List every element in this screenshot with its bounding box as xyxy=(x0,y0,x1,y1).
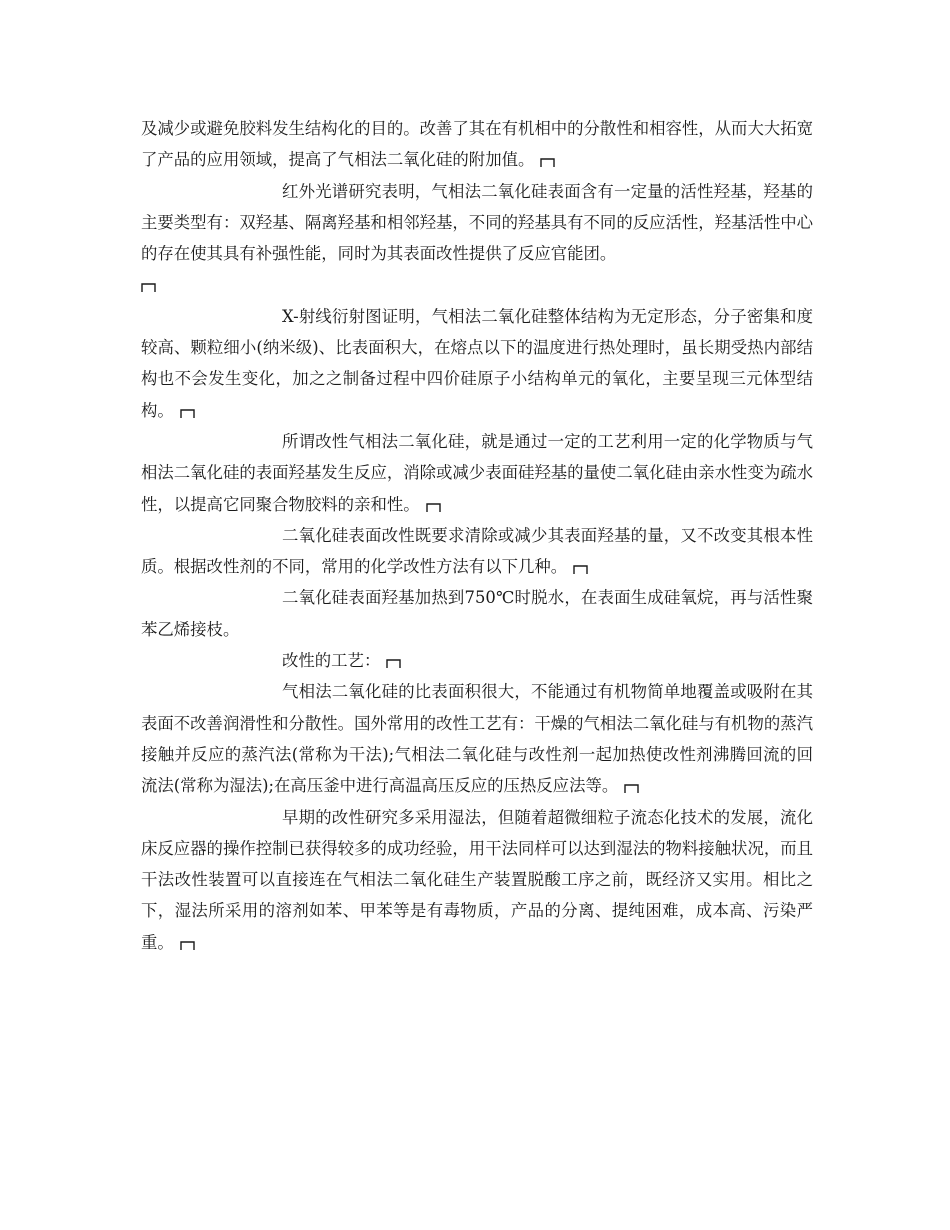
paragraph-1 xyxy=(141,113,813,176)
paragraph-6 xyxy=(141,582,813,645)
paragraph-7-text: 改性的工艺： xyxy=(282,651,381,671)
paragraph-5-text: 二氧化硅表面改性既要求清除或减少其表面羟基的量，又不改变其根本性质。根据改性剂的不同，常用的化学改性方法有以下几种。 xyxy=(141,525,813,577)
paragraph-mark-icon xyxy=(180,409,195,418)
paragraph-7 xyxy=(141,645,813,676)
paragraph-8 xyxy=(141,676,813,801)
paragraph-2 xyxy=(141,176,813,301)
paragraph-mark-icon xyxy=(141,283,156,292)
paragraph-4 xyxy=(141,426,813,520)
paragraph-1-text: 及减少或避免胶料发生结构化的目的。改善了其在有机相中的分散性和相容性，从而大大拓宽了产品的应用领域，提高了气相法二氧化硅的附加值。 xyxy=(141,119,814,170)
document-body xyxy=(141,113,813,958)
paragraph-5 xyxy=(141,520,813,583)
paragraph-3-text: X-射线衍射图证明，气相法二氧化硅整体结构为无定形态，分子密集和度较高、颗粒细小(纳米级)、比表面积大，在熔点以下的温度进行热处理时，虽长期受热内部结构也不会发生变化，加之之制备过程中四价硅原子小结构单元的氧化，主要呈现三元体型结构。 xyxy=(141,306,813,420)
paragraph-mark-icon xyxy=(426,503,441,512)
paragraph-mark-icon xyxy=(180,941,195,950)
paragraph-9 xyxy=(141,802,813,958)
paragraph-3 xyxy=(141,301,813,426)
paragraph-8-text: 气相法二氧化硅的比表面积很大，不能通过有机物简单地覆盖或吸附在其表面不改善润滑性和分散性。国外常用的改性工艺有：干燥的气相法二氧化硅与有机物的蒸汽接触并反应的蒸汽法(常称为干法);气相法二氧化硅与改性剂一起加热使改性剂沸腾回流的回流法(常称为湿法);在高压釜中进行高温高压反应的压热反应法等。 xyxy=(141,682,814,796)
paragraph-mark-icon xyxy=(573,565,588,574)
paragraph-mark-icon xyxy=(624,784,639,793)
paragraph-9-text: 早期的改性研究多采用湿法，但随着超微细粒子流态化技术的发展，流化床反应器的操作控制已获得较多的成功经验，用干法同样可以达到湿法的物料接触状况，而且干法改性装置可以直接连在气相法二氧化硅生产装置脱酸工序之前，既经济又实用。相比之下，湿法所采用的溶剂如苯、甲苯等是有毒物质，产品的分离、提纯困难，成本高、污染严重。 xyxy=(141,807,814,952)
paragraph-6-text: 二氧化硅表面羟基加热到750℃时脱水，在表面生成硅氧烷，再与活性聚苯乙烯接枝。 xyxy=(141,588,813,639)
paragraph-2-text: 红外光谱研究表明，气相法二氧化硅表面含有一定量的活性羟基，羟基的主要类型有：双羟基、隔离羟基和相邻羟基，不同的羟基具有不同的反应活性，羟基活性中心的存在使其具有补强性能，同时为其表面改性提供了反应官能团。 xyxy=(141,181,814,264)
paragraph-4-text: 所谓改性气相法二氧化硅，就是通过一定的工艺利用一定的化学物质与气相法二氧化硅的表面羟基发生反应，消除或减少表面硅羟基的量使二氧化硅由亲水性变为疏水性，以提高它同聚合物胶料的亲和性。 xyxy=(141,431,814,514)
paragraph-mark-icon xyxy=(386,659,401,668)
paragraph-mark-icon xyxy=(540,158,555,167)
